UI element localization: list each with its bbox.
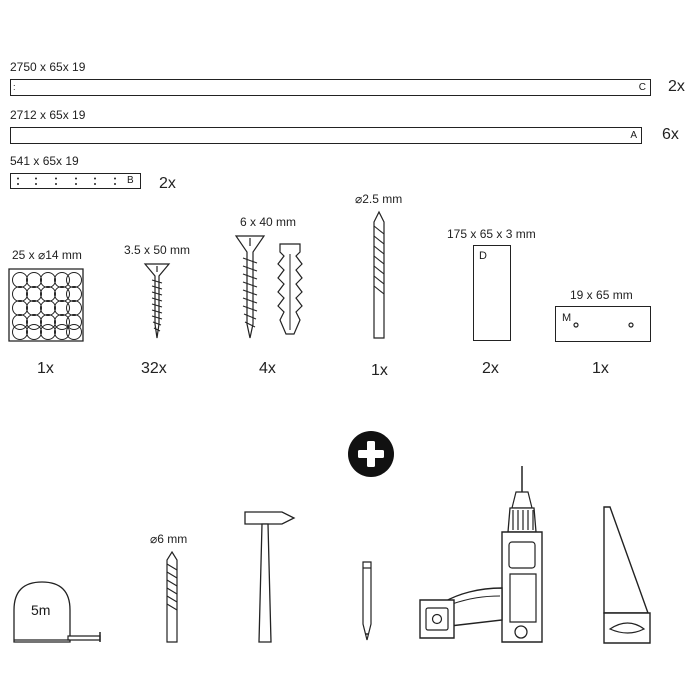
plate-d <box>473 245 511 341</box>
tape-measure-icon <box>8 578 106 646</box>
board-b-holes <box>11 174 140 188</box>
board-c <box>10 79 651 96</box>
felt-pads-quantity: 1x <box>37 360 54 377</box>
board-b-quantity: 2x <box>159 175 176 192</box>
board-c-dimensions: 2750 x 65x 19 <box>10 60 86 74</box>
plate-d-letter: D <box>479 250 487 262</box>
board-a-quantity: 6x <box>662 126 679 143</box>
drill-bit-6mm-dimensions: ⌀6 mm <box>150 532 188 546</box>
drill-bit-large-icon <box>162 550 182 646</box>
pencil-icon <box>358 560 376 644</box>
template-m-quantity: 1x <box>592 360 609 377</box>
wood-screw-dimensions: 3.5 x 50 mm <box>124 243 191 257</box>
board-a <box>10 127 642 144</box>
board-b <box>10 173 141 189</box>
board-c-quantity: 2x <box>668 78 685 95</box>
plate-d-quantity: 2x <box>482 360 499 377</box>
board-a-letter: A <box>630 130 637 141</box>
template-m-holes <box>556 307 650 341</box>
hammer-icon <box>242 508 296 646</box>
drill-bit-quantity: 1x <box>371 362 388 379</box>
board-b-letter: B <box>127 175 134 186</box>
plus-icon <box>347 430 395 478</box>
wood-screw-icon <box>142 262 172 342</box>
wood-screw-quantity: 32x <box>141 360 167 377</box>
template-m <box>555 306 651 342</box>
drill-bit-dimensions: ⌀2.5 mm <box>355 192 403 206</box>
wall-plug-icon <box>272 240 308 338</box>
board-b-dimensions: 541 x 65x 19 <box>10 154 79 168</box>
felt-pads-dimensions: 25 x ⌀14 mm <box>12 248 82 262</box>
screw-and-plug-dimensions: 6 x 40 mm <box>240 215 297 229</box>
tape-measure-label: 5m <box>31 602 51 618</box>
board-c-letter: C <box>638 82 646 93</box>
saw-icon <box>598 505 654 646</box>
long-screw-icon <box>232 232 268 342</box>
board-c-hole-mark: : <box>13 82 16 92</box>
power-drill-icon <box>418 462 550 646</box>
board-a-dimensions: 2712 x 65x 19 <box>10 108 86 122</box>
screw-and-plug-quantity: 4x <box>259 360 276 377</box>
plate-d-dimensions: 175 x 65 x 3 mm <box>447 227 536 241</box>
template-m-dimensions: 19 x 65 mm <box>570 288 633 302</box>
felt-pads-sheet <box>8 268 84 342</box>
template-m-letter: M <box>562 312 572 324</box>
drill-bit-small-icon <box>368 210 390 342</box>
